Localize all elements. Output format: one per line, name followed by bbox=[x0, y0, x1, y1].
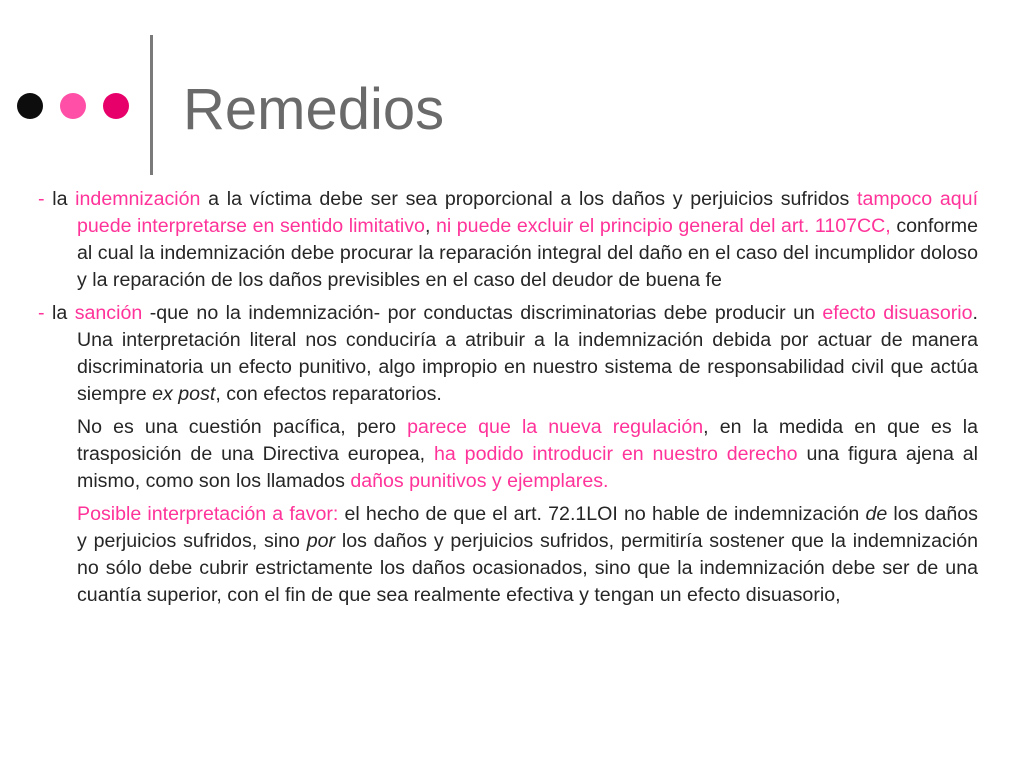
title-divider-line bbox=[150, 35, 153, 175]
body-text: , en la medida en que es la trasposición de una Directiva europea, bbox=[77, 416, 978, 465]
highlighted-text: parece que la nueva regulación bbox=[407, 416, 704, 438]
highlighted-text: tampoco aquí puede interpretarse en sentido limitativo bbox=[77, 188, 979, 237]
body-text: la bbox=[44, 188, 76, 210]
highlighted-text: ha podido introducir en nuestro derecho bbox=[434, 443, 798, 465]
paragraph bbox=[38, 414, 978, 495]
italic-text: ex post bbox=[152, 383, 216, 405]
body-text: los daños y perjuicios sufridos, sino bbox=[77, 503, 978, 552]
highlighted-text: efecto disuasorio bbox=[822, 302, 973, 324]
highlighted-text: sanción bbox=[74, 302, 143, 324]
decorative-dot-pink bbox=[60, 93, 86, 119]
italic-text: por bbox=[306, 530, 336, 552]
body-text: los daños y perjuicios sufridos, permitiría sostener que la indemnización no sólo debe cubrir estrictamente los daños ocasionados, sino que la indemnización debe ser de una cuantía superior, con el fin de que sea realmente efectiva y tengan un efecto disuasorio, bbox=[77, 530, 978, 606]
paragraph bbox=[38, 501, 978, 609]
body-text: . Una interpretación literal nos conduciría a atribuir a la indemnización debida por actuar de manera discriminatoria un efecto punitivo, algo impropio en nuestro sistema de responsabilidad civil que actúa siempre bbox=[77, 302, 978, 405]
slide-body bbox=[38, 186, 978, 615]
body-text: -que no la indemnización- por conductas discriminatorias debe producir un bbox=[142, 302, 823, 324]
slide-title: Remedios bbox=[183, 77, 445, 142]
body-text: una figura ajena al mismo, como son los llamados bbox=[77, 443, 978, 492]
paragraph bbox=[38, 300, 978, 408]
body-text: , con efectos reparatorios. bbox=[215, 383, 442, 405]
highlighted-text: daños punitivos y ejemplares. bbox=[350, 470, 609, 492]
body-text: a la víctima debe ser sea proporcional a los daños y perjuicios sufridos bbox=[200, 188, 858, 210]
paragraph bbox=[38, 186, 978, 294]
body-text: la bbox=[44, 302, 75, 324]
highlighted-text: Posible interpretación a favor: bbox=[77, 503, 339, 525]
highlighted-text: indemnización bbox=[75, 188, 201, 210]
body-text: conforme al cual la indemnización debe procurar la reparación integral del daño en el caso del incumplidor doloso y la reparación de los daños previsibles en el caso del deudor de buena fe bbox=[77, 215, 978, 291]
decorative-dot-black bbox=[17, 93, 43, 119]
decorative-dot-magenta bbox=[103, 93, 129, 119]
body-text: , bbox=[424, 215, 436, 237]
italic-text: de bbox=[865, 503, 888, 525]
bullet-dash: - bbox=[38, 302, 45, 324]
bullet-dash: - bbox=[38, 188, 45, 210]
body-text: No es una cuestión pacífica, pero bbox=[77, 416, 408, 438]
highlighted-text: ni puede excluir el principio general del art. 1107CC, bbox=[435, 215, 891, 237]
body-text: el hecho de que el art. 72.1LOI no hable de indemnización bbox=[338, 503, 866, 525]
